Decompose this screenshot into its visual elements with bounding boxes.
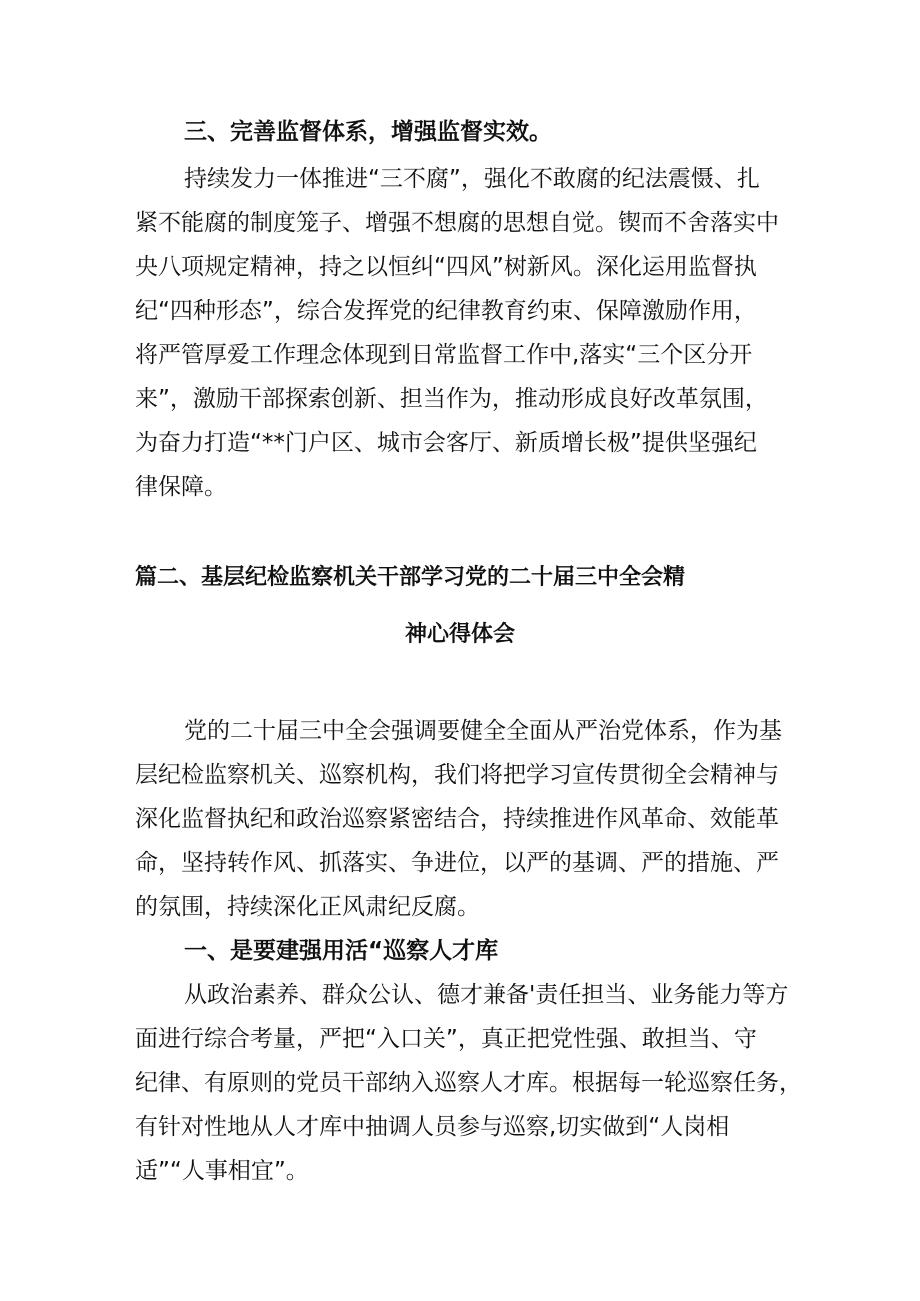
paragraph-line: 纪律、有原则的党员干部纳入巡察人才库。根据每一轮巡察任务，	[135, 1070, 802, 1096]
paragraph-line: 持续发力一体推进“三不腐”，强化不敢腐的纪法震慑、扎	[184, 166, 760, 192]
paragraph-line: 有针对性地从人才库中抽调人员参与巡察,切实做到“人岗相	[135, 1114, 730, 1140]
point-heading: 一、是要建强用活“巡察人才库	[184, 938, 499, 964]
paragraph-line: 纪“四种形态”，综合发挥党的纪律教育约束、保障激励作用，	[135, 298, 757, 324]
paragraph-line: 深化监督执纪和政治巡察紧密结合，持续推进作风革命、效能革	[135, 806, 779, 832]
paragraph-line: 将严管厚爱工作理念体现到日常监督工作中,落实“三个区分开	[135, 342, 753, 368]
paragraph-line: 适”“人事相宜”。	[135, 1158, 309, 1184]
article-title: 篇二、基层纪检监察机关干部学习党的二十届三中全会精	[135, 565, 686, 590]
paragraph-line: 的氛围，持续深化正风肃纪反腐。	[135, 894, 480, 920]
paragraph-line: 党的二十届三中全会强调要健全全面从严治党体系，作为基	[184, 718, 782, 744]
paragraph-line: 紧不能腐的制度笼子、增强不想腐的思想自觉。锲而不舍落实中	[135, 210, 779, 236]
article-title-continued: 神心得体会	[405, 622, 516, 647]
paragraph-line: 为奋力打造“**门户区、城市会客厅、新质增长极”提供坚强纪	[135, 430, 757, 456]
paragraph-line: 面进行综合考量，严把“入口关”，真正把党性强、敢担当、守	[135, 1026, 757, 1052]
paragraph-line: 命，坚持转作风、抓落实、争进位，以严的基调、严的措施、严	[135, 850, 779, 876]
paragraph-line: 来”，激励干部探索创新、担当作为，推动形成良好改革氛围，	[135, 386, 768, 412]
paragraph-line: 央八项规定精神，持之以恒纠“四风”树新风。深化运用监督执	[135, 254, 757, 280]
paragraph-line: 从政治素养、群众公认、德才兼备'责任担当、业务能力等方	[184, 982, 789, 1008]
section-heading: 三、完善监督体系，增强监督实效。	[184, 119, 552, 145]
paragraph-line: 律保障。	[135, 474, 227, 500]
paragraph-line: 层纪检监察机关、巡察机构，我们将把学习宣传贯彻全会精神与	[135, 762, 779, 788]
